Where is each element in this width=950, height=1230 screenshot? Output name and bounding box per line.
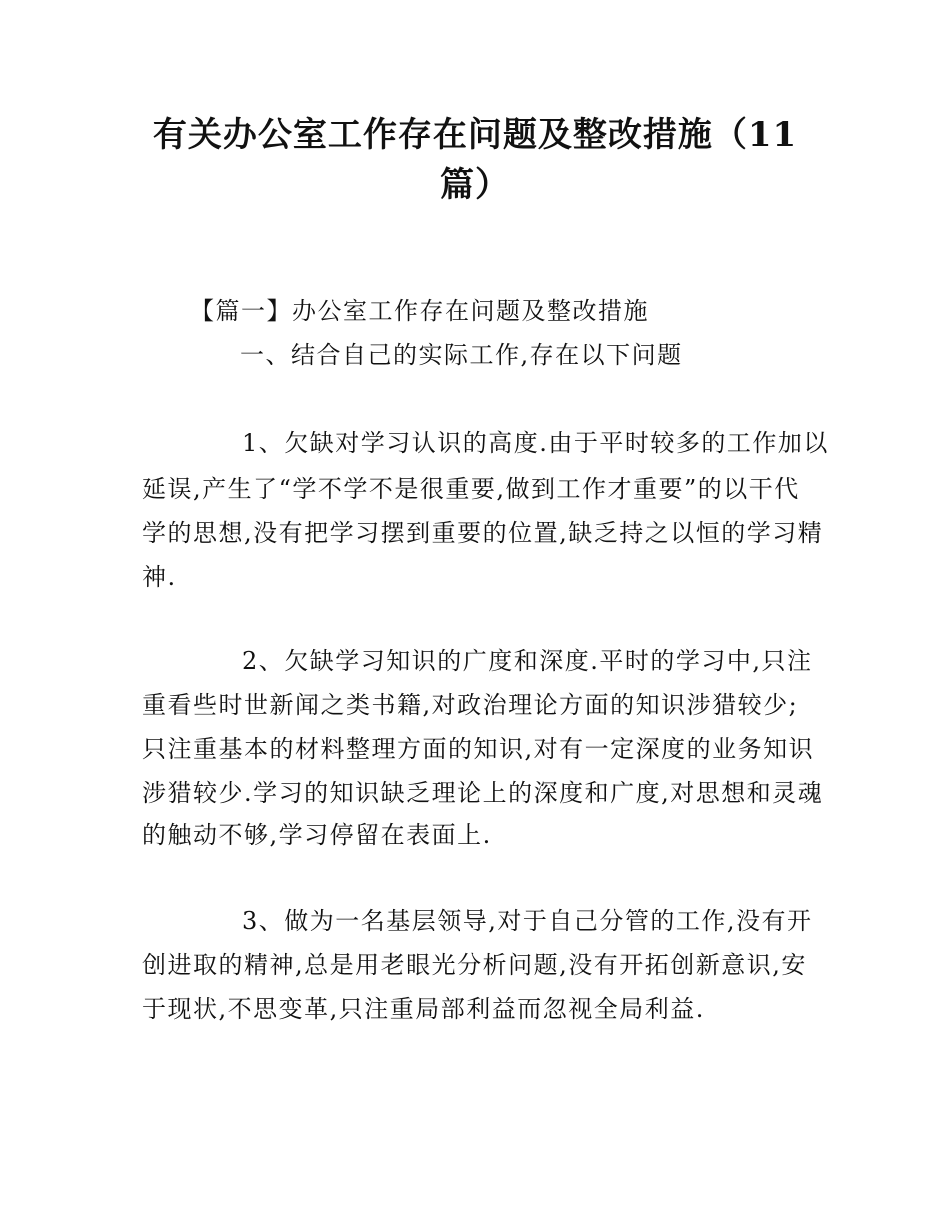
paragraph-1-line-3: 学的思想,没有把学习摆到重要的位置,缺乏持之以恒的学习精 xyxy=(142,519,824,547)
paragraph-2-line-2: 重看些时世新闻之类书籍,对政治理论方面的知识涉猎较少; xyxy=(142,691,799,719)
paragraph-1-line-2: 延误,产生了“学不学不是很重要,做到工作才重要”的以干代 xyxy=(142,475,800,503)
title-line-1: 有关办公室工作存在问题及整改措施（11 xyxy=(152,115,798,155)
paragraph-3-line-3: 于现状,不思变革,只注重局部利益而忽视全局利益. xyxy=(142,995,705,1023)
subheading: 一、结合自己的实际工作,存在以下问题 xyxy=(240,341,683,369)
paragraph-2-line-1: 2、欠缺学习知识的广度和深度.平时的学习中,只注 xyxy=(242,647,813,675)
paragraph-3-line-2: 创进取的精神,总是用老眼光分析问题,没有开拓创新意识,安 xyxy=(142,951,807,979)
section-heading: 【篇一】办公室工作存在问题及整改措施 xyxy=(190,297,649,325)
paragraph-2-line-5: 的触动不够,学习停留在表面上. xyxy=(142,821,492,849)
paragraph-2-line-3: 只注重基本的材料整理方面的知识,对有一定深度的业务知识 xyxy=(142,735,815,763)
paragraph-3-line-1: 3、做为一名基层领导,对于自己分管的工作,没有开 xyxy=(242,907,813,935)
document-title xyxy=(140,110,810,210)
paragraph-2-line-4: 涉猎较少.学习的知识缺乏理论上的深度和广度,对思想和灵魂 xyxy=(142,779,824,807)
paragraph-1-line-4: 神. xyxy=(142,563,177,591)
paragraph-1-line-1: 1、欠缺对学习认识的高度.由于平时较多的工作加以 xyxy=(242,429,829,457)
title-line-2: 篇） xyxy=(440,165,510,205)
